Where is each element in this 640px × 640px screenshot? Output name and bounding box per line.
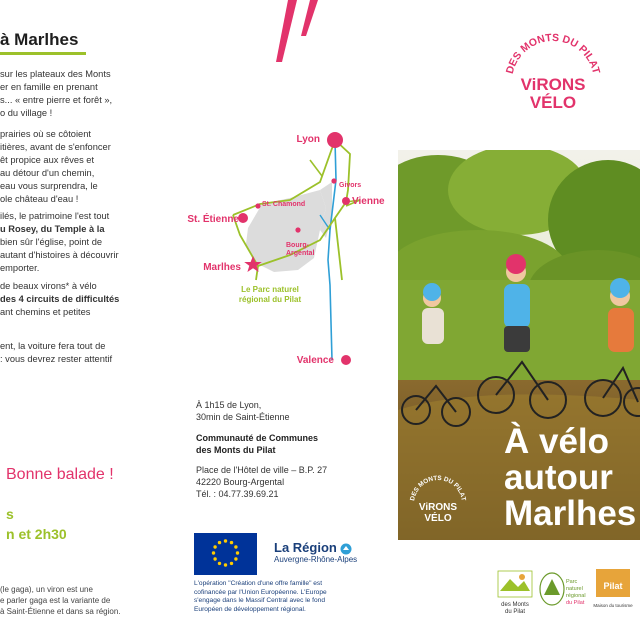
- partner1-line-1: des Monts: [501, 602, 529, 608]
- logo-line-2: VÉLO: [529, 93, 577, 112]
- partner-logo-community: [498, 571, 532, 615]
- footnote-line: à Saint-Étienne et dans sa région.: [0, 607, 121, 616]
- text-line: : vous devrez rester attentif: [0, 354, 113, 364]
- hero-title-line: À vélo: [504, 422, 610, 461]
- partner-logo-park: [540, 573, 586, 606]
- organisation-name: [196, 432, 318, 456]
- text-line: s'engage dans le Massif Central avec le fond: [194, 597, 326, 605]
- eu-funding-text: [194, 580, 327, 614]
- virons-velo-logo: [498, 26, 608, 136]
- label-bourg-argental-2: Argental: [286, 250, 315, 257]
- logo-line-1: ViRONS: [520, 75, 586, 94]
- decorative-slashes: [270, 0, 330, 80]
- text-line: 30min de Saint-Étienne: [196, 412, 290, 422]
- photo-virons-logo: [406, 470, 470, 534]
- svg-text:DES MONTS DU PILAT: [409, 475, 467, 502]
- road-givors: [310, 160, 322, 176]
- st-chamond-dot: [255, 203, 260, 208]
- partner-logo-tourism: [593, 569, 633, 608]
- duration-fragment: s: [6, 506, 14, 522]
- text-line: L'opération "Création d'une offre famille" est: [194, 580, 323, 587]
- label-lyon: Lyon: [296, 134, 320, 145]
- photo-logo-arc-text: DES MONTS DU PILAT: [409, 474, 467, 502]
- partner-logos: [494, 565, 640, 625]
- text-line: u Rosey, du Temple à la: [0, 224, 105, 234]
- hero-title: [504, 424, 636, 532]
- title-underline: [0, 52, 86, 55]
- partner2-line-2: naturel: [566, 586, 583, 592]
- middle-panel: [170, 0, 400, 640]
- bonne-balade-text: Bonne balade !: [6, 466, 114, 483]
- region-name: [274, 540, 357, 555]
- region-emblem-icon: [340, 543, 352, 555]
- text-line: prairies où se côtoient: [0, 129, 91, 139]
- footnote-line: (le gaga), un viron est une: [0, 585, 93, 594]
- text-line: ole château d'eau !: [0, 194, 79, 204]
- section-title: à Marlhes: [0, 30, 79, 49]
- text-line: de beaux virons* à vélo: [0, 281, 97, 291]
- label-bourg-argental-1: Bourg-: [286, 242, 309, 249]
- address-block: [196, 464, 327, 500]
- label-vienne: Vienne: [352, 196, 385, 207]
- footnote: [0, 584, 121, 617]
- text-line: ent, la voiture fera tout de: [0, 341, 106, 351]
- text-line: o du village !: [0, 108, 53, 118]
- vienne-dot: [342, 197, 350, 205]
- photo-logo-line-1: ViRONS: [418, 502, 458, 513]
- partner3-sub: Maison du tourisme: [593, 603, 633, 608]
- label-st-etienne: St. Étienne: [187, 214, 239, 225]
- label-valence: Valence: [296, 355, 334, 366]
- text-line: s... « entre pierre et forêt »,: [0, 95, 113, 105]
- partner2-line-3: régional: [566, 593, 586, 599]
- text-line: itières, avant de s'enfoncer: [0, 142, 111, 152]
- label-givors: Givors: [339, 182, 362, 189]
- right-panel: [398, 0, 640, 640]
- label-marlhes: Marlhes: [203, 262, 241, 273]
- region-map: [170, 120, 400, 370]
- text-line: cofinancée par l'Union Européenne. L'Europe: [194, 588, 327, 596]
- hero-title-line: autour: [504, 458, 613, 497]
- footnote-line: e parler gaga est la variante de: [0, 596, 111, 605]
- text-line: bien sûr l'église, point de: [0, 237, 103, 247]
- svg-text:DES MONTS DU PILAT: [504, 32, 602, 76]
- partner1-line-2: du Pilat: [504, 609, 526, 615]
- text-line: Européen de développement régional.: [194, 605, 306, 613]
- text-line: des Monts du Pilat: [196, 445, 276, 455]
- givors-dot: [331, 178, 336, 183]
- photo-logo-line-2: VÉLO: [424, 513, 452, 524]
- text-line: ilés, le patrimoine l'est tout: [0, 211, 110, 221]
- region-logo: [274, 540, 357, 564]
- text-line: eau vous surprendra, le: [0, 181, 98, 191]
- partner3-name: Pilat: [603, 581, 623, 591]
- lyon-dot: [327, 132, 343, 148]
- eu-flag-logo: [194, 533, 257, 575]
- phone-number: Tél. : 04.77.39.69.21: [196, 489, 279, 499]
- text-line: autant d'histoires à découvrir: [0, 250, 119, 260]
- region-subtitle: Auvergne-Rhône-Alpes: [274, 555, 358, 564]
- text-line: er en famille en prenant: [0, 82, 98, 92]
- text-line: ant chemins et petites: [0, 307, 91, 317]
- partner2-line-4: du Pilat: [566, 600, 585, 606]
- river-rhone: [328, 140, 336, 360]
- st-etienne-dot: [238, 213, 248, 223]
- road-a7: [335, 140, 350, 280]
- text-line: êt propice aux rêves et: [0, 155, 95, 165]
- text-line: À 1h15 de Lyon,: [196, 400, 262, 410]
- hero-title-line: Marlhes: [504, 494, 637, 533]
- region-name-text: La Région: [274, 540, 337, 555]
- bourg-argental-dot: [295, 227, 300, 232]
- text-line: Communauté de Communes: [196, 433, 319, 443]
- partner2-line-1: Parc: [566, 579, 578, 585]
- valence-dot: [341, 355, 351, 365]
- distance-info: [196, 399, 290, 423]
- text-line: 42220 Bourg-Argental: [196, 477, 285, 487]
- text-line: emporter.: [0, 263, 40, 273]
- label-park-2: régional du Pilat: [238, 295, 302, 304]
- logo-arc-text: DES MONTS DU PILAT: [503, 31, 603, 76]
- text-line: au détour d'un chemin,: [0, 168, 95, 178]
- text-line: des 4 circuits de difficultés: [0, 294, 120, 304]
- label-st-chamond: St. Chamond: [262, 201, 306, 208]
- label-park-1: Le Parc naturel: [241, 285, 299, 294]
- text-line: sur les plateaux des Monts: [0, 69, 111, 79]
- duration-text: n et 2h30: [6, 526, 67, 542]
- text-line: Place de l'Hôtel de ville – B.P. 27: [196, 465, 328, 475]
